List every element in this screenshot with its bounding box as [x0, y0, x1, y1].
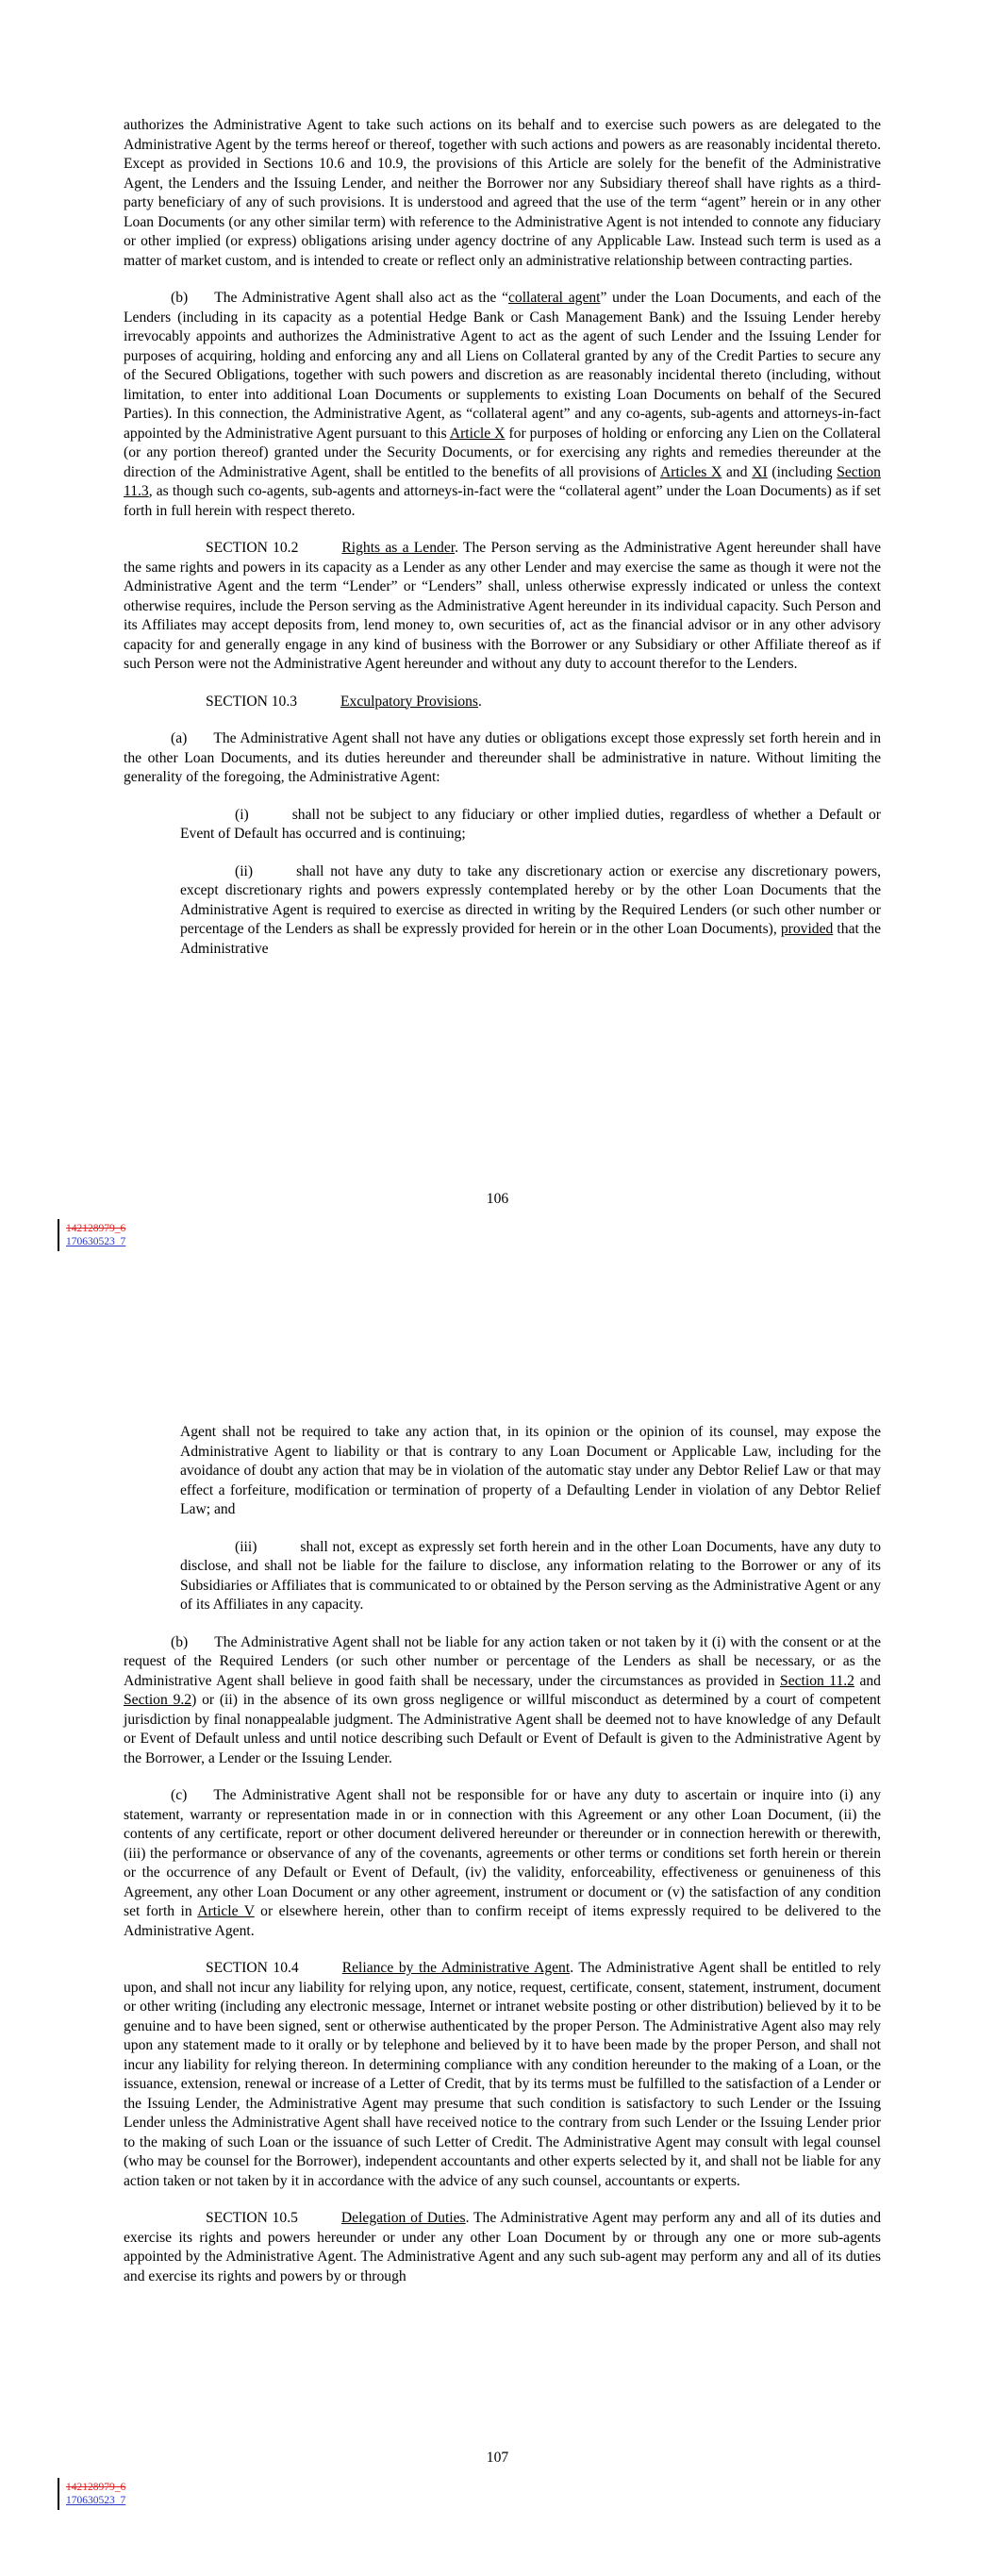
section-10-2-heading: Rights as a Lender [341, 540, 456, 556]
section-10-4: SECTION 10.4 Reliance by the Administrative Agent. The Administrative Agent shall be entitled to rely upon, and shall not incur any liability for relying upon, any notice, request, certificate, consent, statement, instrument, document or other writing (including any electronic message, Internet or intranet website posting or other distribution) believed by it to be genuine and to have been signed, sent or otherwise authenticated by the proper Person. The Administrative Agent also may rely upon any statement made to it orally or by telephone and believed by it to have been made by the proper Person, and shall not incur any liability for relying thereon. In determining compliance with any condition hereunder to the making of a Loan, or the issuance, extension, renewal or increase of a Letter of Credit, that by its terms must be fulfilled to the satisfaction of a Lender or the Issuing Lender, the Administrative Agent may presume that such condition is satisfactory to such Lender or the Issuing Lender unless the Administrative Agent shall have received notice to the contrary from such Lender or the Issuing Lender prior to the making of such Loan or the issuance of such Letter of Credit. The Administrative Agent may consult with legal counsel (who may be counsel for the Borrower), independent accountants and other experts selected by it, and shall not be liable for any action taken or not taken by it in accordance with the advice of any such counsel, accountants or experts. [124, 1960, 881, 2189]
section-10-3: SECTION 10.3 Exculpatory Provisions. [206, 693, 482, 710]
section-9-2-reference: Section 9.2 [124, 1692, 192, 1708]
footer-inserted-doc-id: 170630523_7 [66, 2495, 126, 2506]
change-bar [58, 1219, 59, 1251]
section-10-5-number: SECTION 10.5 [206, 2210, 298, 2226]
section-10-2: SECTION 10.2 Rights as a Lender. The Person serving as the Administrative Agent hereunder shall have the same rights and powers in its capacity as a Lender as any other Lender and may exercise the same as though it were not the Administrative Agent and the term “Lender” or “Lenders” shall, unless otherwise expressly indicated or unless the context otherwise requires, include the Person serving as the Administrative Agent hereunder in its individual capacity. Such Person and its Affiliates may accept deposits from, lend money to, own securities of, act as the financial advisor or in any other advisory capacity for and generally engage in any kind of business with the Borrower or any Subsidiary or other Affiliate thereof as if such Person were not the Administrative Agent hereunder and without any duty to account therefor to the Lenders. [124, 540, 881, 672]
article-x-reference: Article X [449, 425, 506, 442]
section-10-3-a-iii: (iii) shall not, except as expressly set forth herein and in the other Loan Documents, have any duty to disclose, and shall not be liable for the failure to disclose, any information relating to the Borrower or any of its Subsidiaries or Affiliates that is communicated to or obtained by the Person serving as the Administrative Agent or any of its Affiliates in any capacity. [180, 1538, 881, 1613]
continued-paragraph: Agent shall not be required to take any action that, in its opinion or the opinion of its counsel, may expose the Administrative Agent to liability or that is contrary to any Loan Document or Applicable Law, including for the avoidance of doubt any action that may be in violation of the automatic stay under any Debtor Relief Law or that may effect a forfeiture, modification or termination of property of a Defaulting Lender in violation of any Debtor Relief Law; and [180, 1424, 881, 1517]
document-footer [66, 1222, 125, 1248]
paragraph-b-label: (b) [171, 290, 189, 306]
section-11-2-reference: Section 11.2 [780, 1672, 854, 1689]
document-footer [66, 2481, 125, 2507]
section-10-3-a-ii: (ii) shall not have any duty to take any discretionary action or exercise any discretionary powers, except discretionary rights and powers expressly contemplated hereby or by the other Loan Documents that the Administrative Agent is required to exercise as directed in writing by the Required Lenders (or such other number or percentage of the Lenders as shall be expressly provided for herein or in the other Loan Documents), provided that the Administrative [180, 862, 881, 957]
section-10-3-c: (c) The Administrative Agent shall not be responsible for or have any duty to ascertain or inquire into (i) any statement, warranty or representation made in or in connection with this Agreement or any other Loan Document, (ii) the contents of any certificate, report or other document delivered hereunder or thereunder or in connection herewith or therewith, (iii) the performance or observance of any of the covenants, agreements or other terms or conditions set forth herein or therein or the occurrence of any Default or Event of Default, (iv) the validity, enforceability, effectiveness or genuineness of this Agreement, any other Loan Document or any other agreement, instrument or document or (v) the satisfaction of any condition set forth in Article V or elsewhere herein, other than to confirm receipt of items expressly required to be delivered to the Administrative Agent. [124, 1787, 882, 1939]
section-10-2-number: SECTION 10.2 [206, 540, 299, 556]
article-xi-reference: XI [752, 463, 768, 480]
provided-term: provided [780, 921, 834, 937]
footer-inserted-doc-id: 170630523_7 [66, 1236, 126, 1247]
page-107-body [124, 1423, 881, 2304]
section-10-3-a-ii-label: (ii) [235, 862, 254, 879]
footer-deleted-doc-id: 142128979_6 [66, 2482, 126, 2493]
section-11-3-reference: Section 11.3 [124, 463, 881, 499]
section-10-3-a-iii-label: (iii) [235, 1538, 257, 1555]
section-10-3-b-label: (b) [171, 1633, 189, 1650]
paragraph-b-collateral-agent: (b) The Administrative Agent shall also act as the “collateral agent” under the Loan Documents, and each of the Lenders (including in its capacity as a potential Hedge Bank or Cash Management Bank) and the Issuing Lender hereby irrevocably appoints and authorizes the Administrative Agent to act as the agent of such Lender and the Issuing Lender for purposes of acquiring, holding and enforcing any and all Liens on Collateral granted by any of the Credit Parties to secure any of the Secured Obligations, together with such powers and discretion as are reasonably incidental thereto (including, without limitation, to enter into additional Loan Documents or supplements to existing Loan Documents on behalf of the Secured Parties). In this connection, the Administrative Agent, as “collateral agent” and any co-agents, sub-agents and attorneys-in-fact appointed by the Administrative Agent pursuant to this Article X for purposes of holding or enforcing any Lien on the Collateral (or any portion thereof) granted under the Security Documents, or for exercising any rights and remedies thereunder at the direction of the Administrative Agent, shall be entitled to the benefits of all provisions of Articles X and XI (including Section 11.3, as though such co-agents, sub-agents and attorneys-in-fact were the “collateral agent” under the Loan Documents) as if set forth in full herein with respect thereto. [124, 290, 881, 519]
section-10-3-heading: Exculpatory Provisions [340, 693, 478, 710]
section-10-3-a-label: (a) [171, 730, 188, 746]
section-10-5-heading: Delegation of Duties [340, 2210, 466, 2226]
section-10-3-b: (b) The Administrative Agent shall not be liable for any action taken or not taken by it (i) with the consent or at the request of the Required Lenders (or such other number or percentage of the Lenders as shall be necessary, or as the Administrative Agent shall believe in good faith shall be necessary, under the circumstances as provided in Section 11.2 and Section 9.2) or (ii) in the absence of its own gross negligence or willful misconduct as determined by a court of competent jurisdiction by final nonappealable judgment. The Administrative Agent shall be deemed not to have knowledge of any Default or Event of Default unless and until notice describing such Default or Event of Default is given to the Administrative Agent by the Borrower, a Lender or the Issuing Lender. [124, 1633, 881, 1766]
section-10-4-heading: Reliance by the Administrative Agent [341, 1960, 571, 1976]
page-number: 106 [486, 1191, 509, 1207]
footer-deleted-doc-id: 142128979_6 [66, 1223, 126, 1234]
section-10-5: SECTION 10.5 Delegation of Duties. The Administrative Agent may perform any and all of its duties and exercise its rights and powers hereunder or under any other Loan Document by or through any one or more sub-agents appointed by the Administrative Agent. The Administrative Agent and any such sub-agent may perform any and all of its duties and exercise its rights and powers by or through [124, 2210, 881, 2284]
change-bar [58, 2478, 59, 2510]
section-10-3-a-i: (i) shall not be subject to any fiduciary or other implied duties, regardless of whether a Default or Event of Default has occurred and is continuing; [180, 806, 881, 842]
section-10-3-a-i-label: (i) [235, 806, 249, 823]
articles-x-reference: Articles X [659, 463, 722, 480]
page-number: 107 [486, 2450, 509, 2466]
page-106-body [124, 116, 881, 977]
article-v-reference: Article V [197, 1903, 255, 1919]
document-page-107 [0, 1288, 995, 2576]
intro-paragraph: authorizes the Administrative Agent to take such actions on its behalf and to exercise such powers as are delegated to the Administrative Agent by the terms hereof or thereof, together with such actions and powers as are reasonably incidental thereto. Except as provided in Sections 10.6 and 10.9, the provisions of this Article are solely for the benefit of the Administrative Agent, the Lenders and the Issuing Lender, and neither the Borrower nor any Subsidiary thereof shall have rights as a third-party beneficiary of any of such provisions. It is understood and agreed that the use of the term “agent” herein or in any other Loan Documents (or any other similar term) with reference to the Administrative Agent is not intended to connote any fiduciary or other implied (or express) obligations arising under agency doctrine of any Applicable Law. Instead such term is used as a matter of market custom, and is intended to create or reflect only an administrative relationship between contracting parties. [124, 117, 881, 269]
section-10-3-c-label: (c) [171, 1787, 188, 1803]
section-10-4-number: SECTION 10.4 [206, 1960, 299, 1976]
section-10-3-number: SECTION 10.3 [206, 693, 298, 710]
collateral-agent-term: collateral agent [508, 290, 601, 306]
section-10-3-a: (a) The Administrative Agent shall not have any duties or obligations except those expressly set forth herein and in the other Loan Documents, and its duties hereunder and thereunder shall be administrative in nature. Without limiting the generality of the foregoing, the Administrative Agent: [124, 730, 881, 785]
